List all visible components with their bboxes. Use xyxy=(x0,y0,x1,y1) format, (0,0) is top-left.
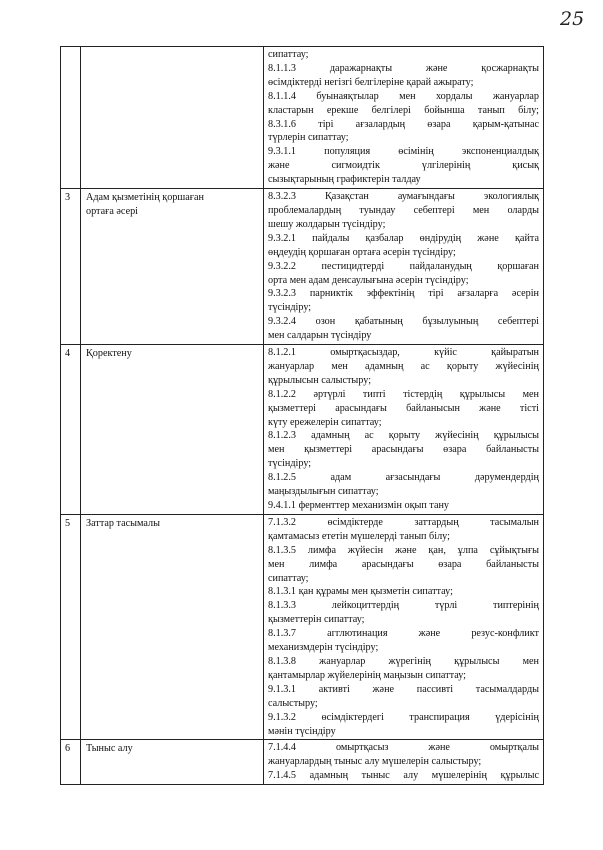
objective-line: қантамырлар жүйелерінің маңызын сипаттау; xyxy=(268,669,467,681)
objective-line: орта мен адам денсаулығына әсерін түсіндіру; xyxy=(268,274,469,286)
objective-line: 9.3.2.1 пайдалы қазбалар өндірудің және қайта xyxy=(268,232,539,244)
objective-line: мәнін түсіндіру xyxy=(268,725,336,737)
objective-line: шешу жолдарын түсіндіру; xyxy=(268,218,386,230)
objective-line: түсіндіру; xyxy=(268,458,312,470)
objective-line: 8.1.1.4 буынаяқтылар мен хордалы жануарлар xyxy=(268,90,539,102)
topic-cell xyxy=(81,189,264,345)
topic-cell xyxy=(81,47,264,189)
objective-line: қызметтерін сипаттау; xyxy=(268,614,365,626)
objective-line: мен лимфа арасындағы өзара байланысты xyxy=(268,558,539,570)
objective-line: маңыздылығын сипаттау; xyxy=(268,486,379,498)
objective-line: 9.1.3.2 өсімдіктердегі транспирация үдерісінің xyxy=(268,711,539,723)
objective-line: күту ережелерін сипаттау; xyxy=(268,416,382,428)
table-row xyxy=(61,189,544,345)
objective-line: жануарлардың тыныс алу мүшелерін салыстыру; xyxy=(268,756,482,768)
row-number xyxy=(61,47,81,189)
objective-line: және сигмоидтік үлгілерінің қисық xyxy=(268,160,539,172)
topic-line: Тыныс алу xyxy=(86,743,133,755)
objective-line: кластарын ерекше белгілері бойынша танып білу; xyxy=(268,104,539,116)
objective-line: құрылысын салыстыру; xyxy=(268,374,372,386)
objective-line: түрлерін сипаттау; xyxy=(268,132,349,144)
objective-line: 9.3.2.4 озон қабатының бұзылуының себептері xyxy=(268,316,539,328)
row-number: 3 xyxy=(61,189,81,345)
topic-line: Қоректену xyxy=(86,348,132,360)
curriculum-table xyxy=(60,46,544,785)
row-number: 6 xyxy=(61,740,81,785)
objective-line: өсімдіктерді негізгі белгілеріне қарай ажырату; xyxy=(268,76,474,88)
objective-line: 8.1.2.3 адамның ас қорыту жүйесінің құрылысы xyxy=(268,430,539,442)
objective-line: сипаттау; xyxy=(268,49,309,60)
objective-line: 8.3.1.6 тірі ағзалардың өзара қарым-қатынас xyxy=(268,118,539,130)
table-row xyxy=(61,345,544,515)
objective-line: 8.1.3.8 жануарлар жүрегінің құрылысы мен xyxy=(268,655,539,667)
topic-cell xyxy=(81,514,264,740)
objective-line: 9.1.3.1 активті және пассивті тасымалдарды xyxy=(268,683,539,695)
objective-line: мен қызметтері арасындағы өзара байланысты xyxy=(268,444,539,456)
objectives-cell xyxy=(264,345,544,515)
objective-line: проблемалардың туындау себептері мен оларды xyxy=(268,204,539,216)
objective-line: сызықтарының графиктерін талдау xyxy=(268,174,421,186)
objective-line: 8.1.2.5 адам ағзасындағы дәрумендердің xyxy=(268,472,539,484)
objective-line: 8.3.2.3 Қазақстан аумағындағы экологиялық xyxy=(268,191,539,203)
objective-line: жануарлар мен адамның ас қорыту жүйесінің xyxy=(268,360,539,372)
objectives-cell xyxy=(264,47,544,189)
objective-line: 8.1.3.1 қан құрамы мен қызметін сипаттау; xyxy=(268,586,453,598)
topic-cell xyxy=(81,740,264,785)
table-row xyxy=(61,47,544,189)
objective-line: қамтамасыз ететін мүшелерді танып білу; xyxy=(268,530,450,542)
objective-line: механизмдерін түсіндіру; xyxy=(268,642,379,654)
objective-line: 7.1.3.2 өсімдіктерде заттардың тасымалын xyxy=(268,516,539,528)
topic-cell xyxy=(81,345,264,515)
objectives-cell xyxy=(264,514,544,740)
objective-line: 8.1.1.3 даражарнақты және қосжарнақты xyxy=(268,62,539,74)
objective-line: 8.1.3.5 лимфа жүйесін және қан, ұлпа сұйықтығы xyxy=(268,544,539,556)
objective-line: 7.1.4.4 омыртқасыз және омыртқалы xyxy=(268,742,539,754)
objective-line: 9.3.1.1 популяция өсімінің экспоненциалдық xyxy=(268,146,539,158)
objective-line: түсіндіру; xyxy=(268,302,312,314)
objective-line: 9.3.2.2 пестицидтерді пайдаланудың қоршаған xyxy=(268,260,539,272)
topic-line: Адам қызметінің қоршаған xyxy=(86,192,204,204)
objectives-cell xyxy=(264,740,544,785)
objective-line: 9.4.1.1 ферменттер механизмін оқып тану xyxy=(268,500,450,511)
objective-line: 8.1.2.2 әртүрлі типті тістердің құрылысы мен xyxy=(268,388,539,400)
objective-line: мен салдарын түсіндіру xyxy=(268,330,372,342)
objective-line: 8.1.3.3 лейкоциттердің түрлі типтерінің xyxy=(268,600,539,612)
objective-line: 7.1.4.5 адамның тыныс алу мүшелерінің құрылыс xyxy=(268,770,539,782)
row-number: 5 xyxy=(61,514,81,740)
table-row xyxy=(61,514,544,740)
table-row xyxy=(61,740,544,785)
objective-line: қызметтері арасындағы байланысын және тісті xyxy=(268,402,539,414)
page-number: 25 xyxy=(560,8,585,30)
objective-line: өңдеудің қоршаған ортаға әсерін түсіндіру; xyxy=(268,246,456,258)
row-number: 4 xyxy=(61,345,81,515)
topic-line: ортаға әсері xyxy=(86,205,139,217)
topic-line: Заттар тасымалы xyxy=(86,517,160,529)
objective-line: сипаттау; xyxy=(268,572,309,584)
objective-line: 9.3.2.3 парниктік эффектінің тірі ағзаларға әсерін xyxy=(268,288,539,300)
objective-line: 8.1.2.1 омыртқасыздар, күйіс қайыратын xyxy=(268,347,539,359)
objectives-cell xyxy=(264,189,544,345)
objective-line: 8.1.3.7 агглютинация және резус-конфликт xyxy=(268,628,539,640)
objective-line: салыстыру; xyxy=(268,697,318,709)
